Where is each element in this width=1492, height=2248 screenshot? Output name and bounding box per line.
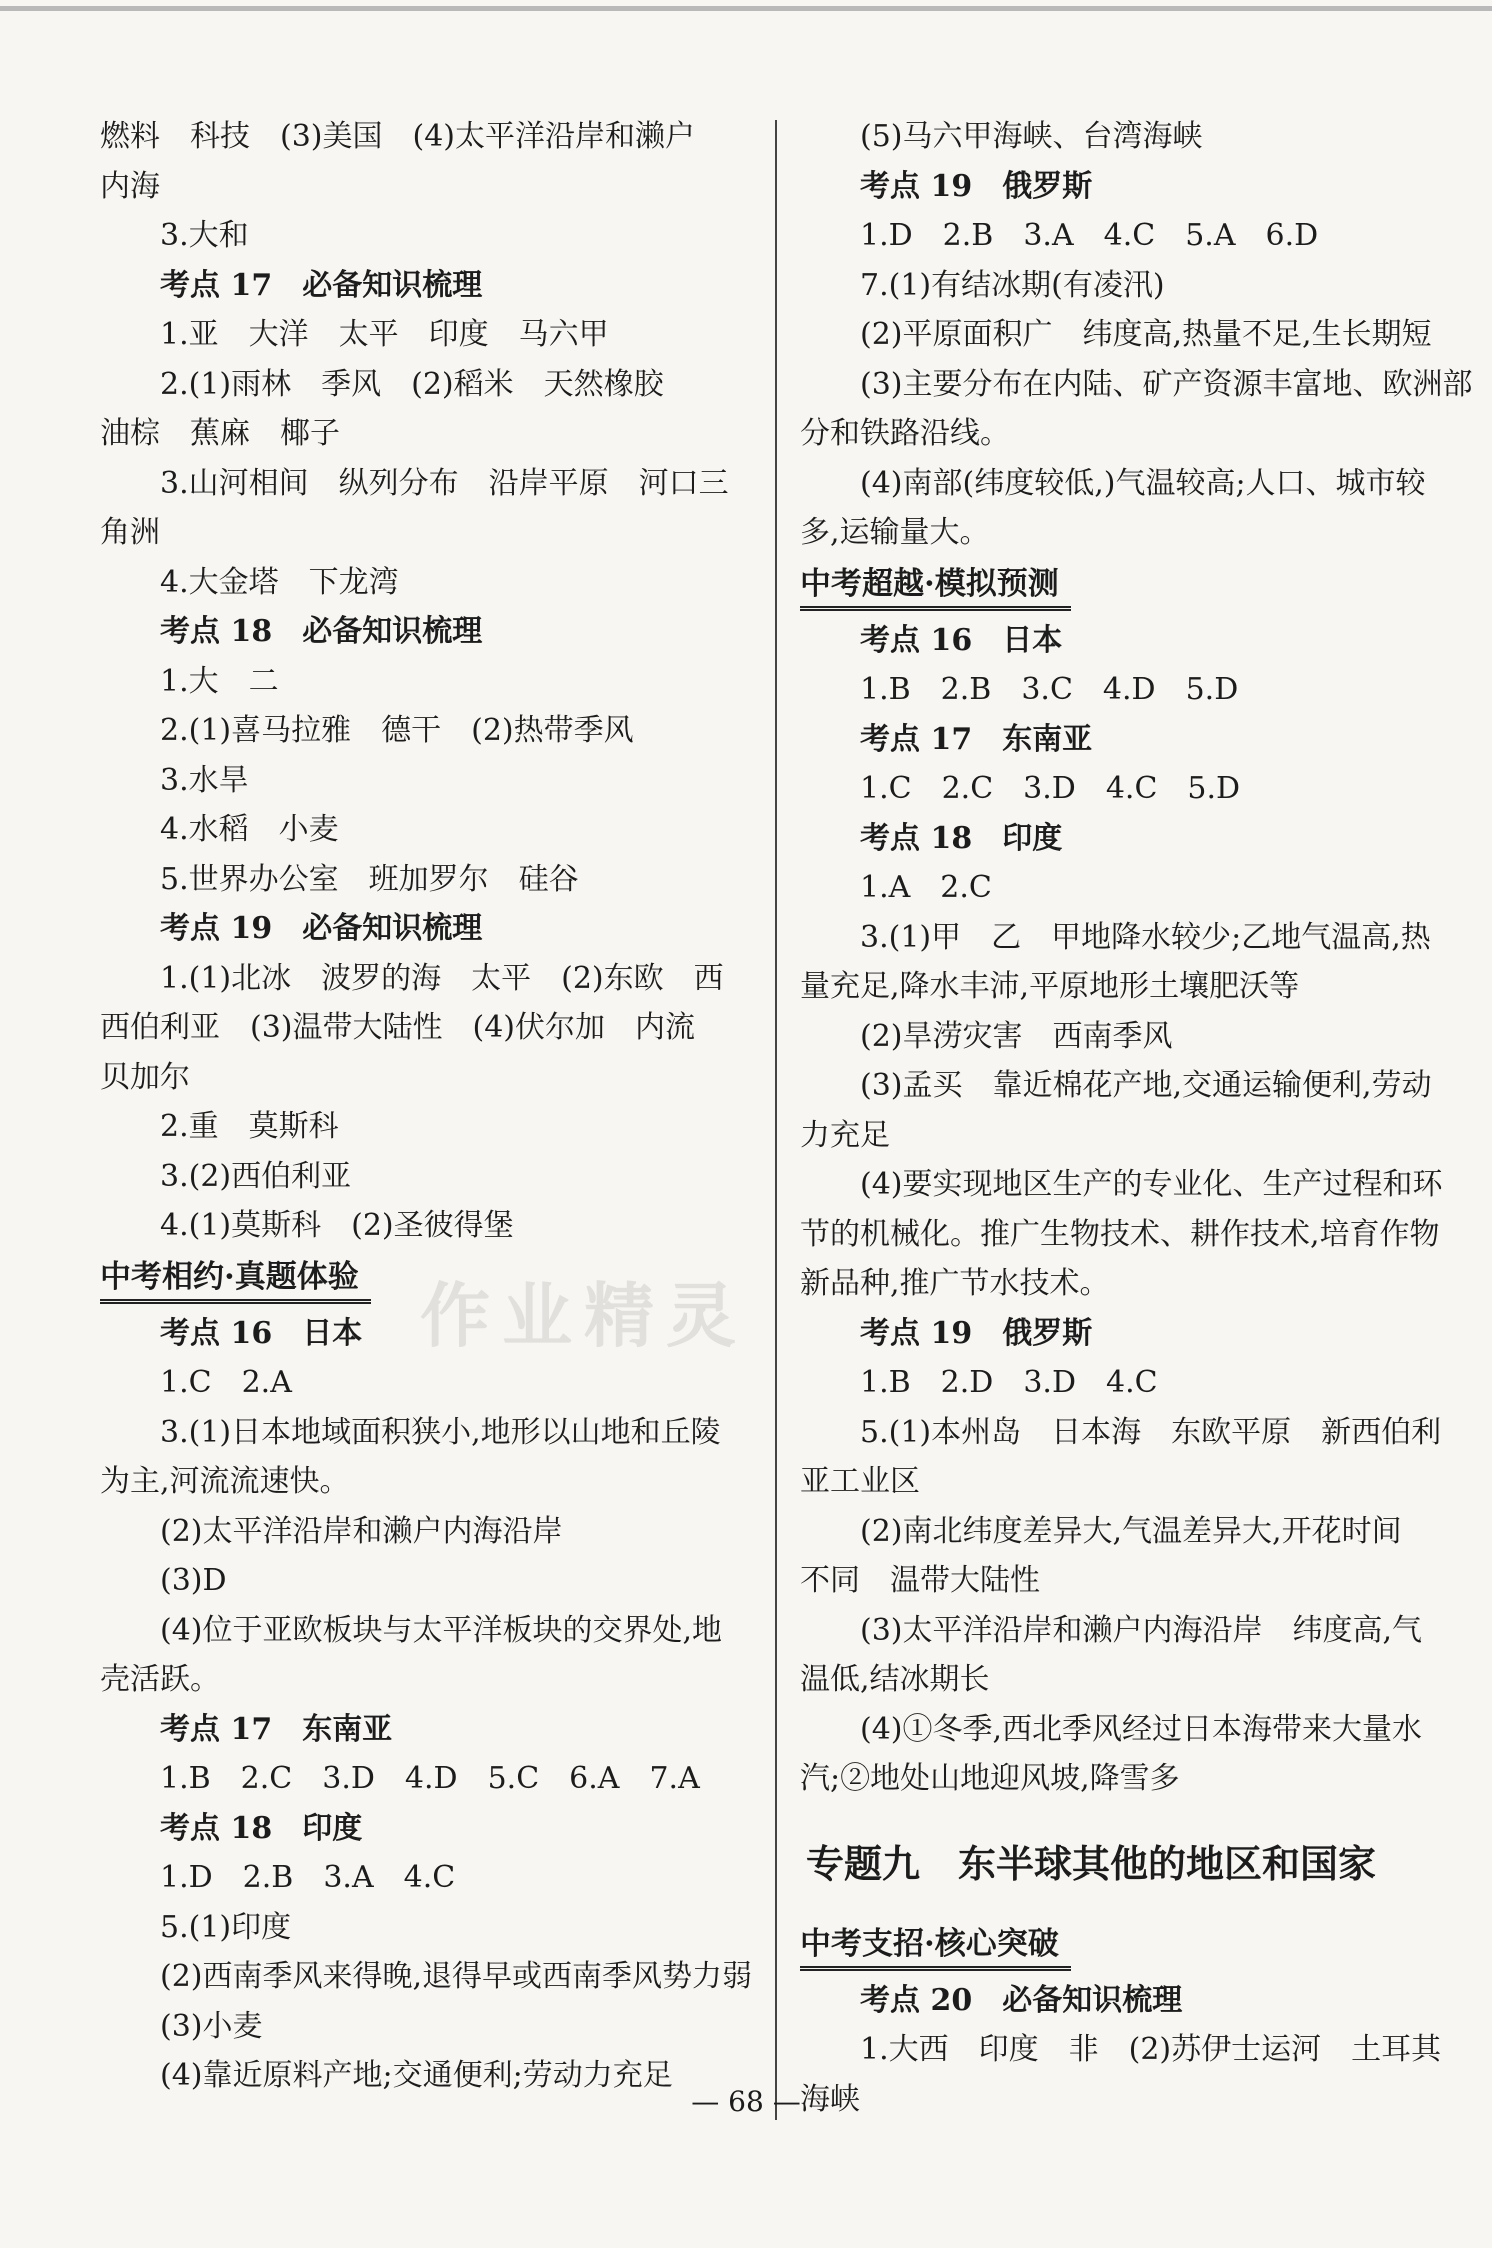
answer-line: 3.(2)西伯利亚 bbox=[160, 1158, 352, 1194]
topic-heading: 考点 16 日本 bbox=[160, 1315, 363, 1351]
page-number: — 68 — bbox=[691, 2085, 801, 2118]
answer-line: 1.B 2.C 3.D 4.D 5.C 6.A 7.A bbox=[160, 1761, 700, 1796]
answer-line-continued: 西伯利亚 (3)温带大陆性 (4)伏尔加 内流 bbox=[100, 1010, 695, 1045]
answer-line: 3.大和 bbox=[160, 218, 249, 253]
answer-line: (2)平原面积广 纬度高,热量不足,生长期短 bbox=[860, 317, 1432, 352]
answer-line: 5.(1)印度 bbox=[160, 1909, 292, 1945]
answer-line: 1.C 2.C 3.D 4.C 5.D bbox=[860, 771, 1241, 806]
answer-line: 7.(1)有结冰期(有凌汛) bbox=[860, 267, 1165, 303]
answer-line: 1.B 2.B 3.C 4.D 5.D bbox=[860, 672, 1239, 707]
section-banner: 中考相约·真题体验 bbox=[100, 1255, 371, 1304]
answer-line: 3.(1)甲 乙 甲地降水较少;乙地气温高,热 bbox=[860, 919, 1431, 955]
answer-line-continued: 力充足 bbox=[800, 1117, 890, 1153]
answer-line-continued: 亚工业区 bbox=[800, 1464, 920, 1499]
answer-line-continued: 节的机械化。推广生物技术、耕作技术,培育作物 bbox=[800, 1216, 1440, 1252]
answer-line-continued: 新品种,推广节水技术。 bbox=[800, 1266, 1110, 1301]
answer-line-continued: 汽;②地处山地迎风坡,降雪多 bbox=[800, 1761, 1180, 1796]
answer-line: (2)南北纬度差异大,气温差异大,开花时间 bbox=[860, 1513, 1402, 1549]
answer-line: 4.(1)莫斯科 (2)圣彼得堡 bbox=[160, 1208, 514, 1243]
column-divider bbox=[775, 120, 777, 2120]
answer-line-continued: 多,运输量大。 bbox=[800, 515, 990, 550]
topic-heading: 考点 19 必备知识梳理 bbox=[160, 911, 483, 946]
answer-line: (4)①冬季,西北季风经过日本海带来大量水 bbox=[860, 1711, 1423, 1747]
answer-line-continued: 不同 温带大陆性 bbox=[800, 1563, 1040, 1598]
answer-line-continued: 贝加尔 bbox=[100, 1059, 190, 1095]
section-banner-wrap bbox=[800, 1918, 1440, 1976]
answer-line: (2)太平洋沿岸和濑户内海沿岸 bbox=[160, 1513, 563, 1549]
topic-heading: 考点 17 必备知识梳理 bbox=[160, 267, 483, 303]
answer-line: 5.(1)本州岛 日本海 东欧平原 新西伯利 bbox=[860, 1414, 1442, 1450]
topic-heading: 考点 19 俄罗斯 bbox=[860, 168, 1093, 204]
answer-line: (4)南部(纬度较低,)气温较高;人口、城市较 bbox=[860, 465, 1426, 501]
left-column bbox=[100, 112, 753, 2101]
answer-line: (5)马六甲海峡、台湾海峡 bbox=[860, 119, 1203, 154]
answer-line: 1.D 2.B 3.A 4.C 5.A 6.D bbox=[860, 218, 1319, 253]
answer-line: (3)孟买 靠近棉花产地,交通运输便利,劳动 bbox=[860, 1068, 1432, 1103]
answer-line: (3)D bbox=[160, 1563, 227, 1598]
answer-line: 1.A 2.C bbox=[860, 870, 992, 905]
answer-line: (4)位于亚欧板块与太平洋板块的交界处,地 bbox=[160, 1612, 723, 1648]
answer-line-continued: 壳活跃。 bbox=[100, 1662, 220, 1697]
answer-line: (4)要实现地区生产的专业化、生产过程和环 bbox=[860, 1167, 1443, 1202]
answer-line: 3.山河相间 纵列分布 沿岸平原 河口三 bbox=[160, 465, 729, 501]
answer-line: 3.(1)日本地域面积狭小,地形以山地和丘陵 bbox=[160, 1414, 721, 1450]
answer-line: 1.C 2.A bbox=[160, 1365, 292, 1400]
answer-line: 1.大 二 bbox=[160, 663, 279, 699]
answer-line: 1.(1)北冰 波罗的海 太平 (2)东欧 西 bbox=[160, 960, 724, 996]
answer-line-continued: 燃料 科技 (3)美国 (4)太平洋沿岸和濑户 bbox=[100, 119, 695, 154]
answer-line: 2.重 莫斯科 bbox=[160, 1109, 339, 1144]
answer-line: 1.亚 大洋 太平 印度 马六甲 bbox=[160, 317, 609, 352]
answer-line-continued: 量充足,降水丰沛,平原地形土壤肥沃等 bbox=[800, 969, 1300, 1004]
section-banner: 中考超越·模拟预测 bbox=[800, 562, 1071, 611]
chapter-title: 专题九 东半球其他的地区和国家 bbox=[806, 1840, 1377, 1886]
answer-line: (3)小麦 bbox=[160, 2008, 263, 2044]
answer-line: (3)主要分布在内陆、矿产资源丰富地、欧洲部 bbox=[860, 366, 1473, 402]
topic-heading: 考点 17 东南亚 bbox=[860, 721, 1093, 757]
watermark: 作业精灵 bbox=[420, 1274, 748, 1357]
answer-line: 1.D 2.B 3.A 4.C bbox=[160, 1860, 456, 1895]
answer-line-continued: 分和铁路沿线。 bbox=[800, 416, 1010, 451]
topic-heading: 考点 18 必备知识梳理 bbox=[160, 614, 483, 649]
answer-line-continued: 内海 bbox=[100, 168, 160, 204]
answer-line-continued: 油棕 蕉麻 椰子 bbox=[100, 416, 340, 451]
topic-heading: 考点 18 印度 bbox=[160, 1810, 363, 1846]
topic-heading: 考点 17 东南亚 bbox=[160, 1711, 393, 1747]
answer-line: 4.水稻 小麦 bbox=[160, 812, 339, 847]
answer-line: 1.大西 印度 非 (2)苏伊士运河 土耳其 bbox=[860, 2032, 1442, 2067]
answer-line: (4)靠近原料产地;交通便利;劳动力充足 bbox=[160, 2058, 673, 2093]
answer-line-continued: 角洲 bbox=[100, 515, 160, 550]
answer-line: 2.(1)雨林 季风 (2)稻米 天然橡胶 bbox=[160, 366, 664, 402]
topic-heading: 考点 18 印度 bbox=[860, 820, 1063, 856]
section-banner: 中考支招·核心突破 bbox=[800, 1922, 1071, 1971]
right-column bbox=[800, 112, 1473, 2124]
section-banner-wrap bbox=[800, 558, 1440, 616]
answer-line: 2.(1)喜马拉雅 德干 (2)热带季风 bbox=[160, 713, 634, 748]
answer-line: (2)旱涝灾害 西南季风 bbox=[860, 1018, 1173, 1054]
answer-line: 3.水旱 bbox=[160, 762, 249, 798]
answer-line: 5.世界办公室 班加罗尔 硅谷 bbox=[160, 861, 579, 897]
top-rule bbox=[0, 6, 1492, 11]
answer-line-continued: 海峡 bbox=[800, 2081, 860, 2117]
topic-heading: 考点 20 必备知识梳理 bbox=[860, 1982, 1183, 2018]
answer-line-continued: 为主,河流流速快。 bbox=[100, 1464, 350, 1499]
topic-heading: 考点 16 日本 bbox=[860, 622, 1063, 658]
topic-heading: 考点 19 俄罗斯 bbox=[860, 1315, 1093, 1351]
answer-line: 4.大金塔 下龙湾 bbox=[160, 564, 399, 600]
answer-line: (2)西南季风来得晚,退得早或西南季风势力弱 bbox=[160, 1959, 753, 1994]
answer-line: 1.B 2.D 3.D 4.C bbox=[860, 1365, 1158, 1400]
answer-line: (3)太平洋沿岸和濑户内海沿岸 纬度高,气 bbox=[860, 1612, 1423, 1648]
answer-line-continued: 温低,结冰期长 bbox=[800, 1662, 990, 1697]
